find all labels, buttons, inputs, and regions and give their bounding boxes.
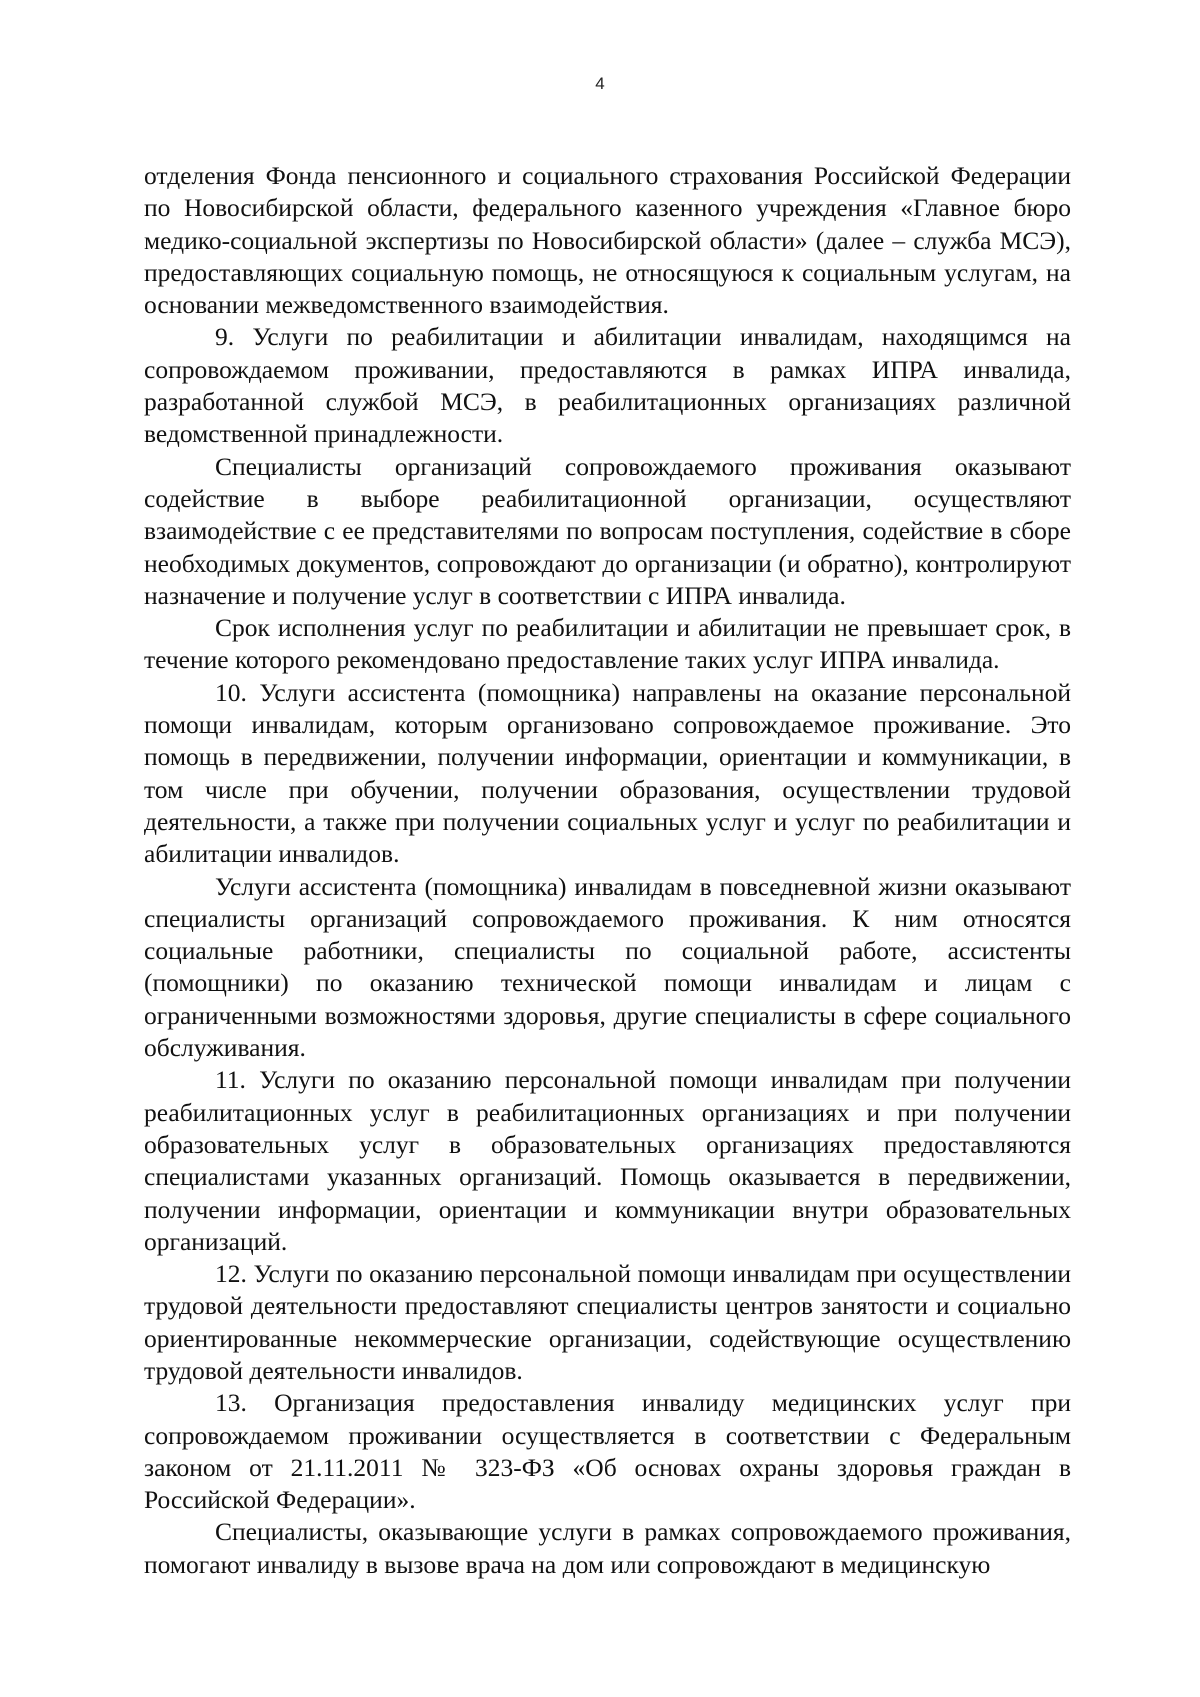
paragraph-item-10: 10. Услуги ассистента (помощника) направлены на оказание персональной помощи инвалидам, которым организовано сопровождаемое проживание. Это помощь в передвижении, получении информации, ориентации и коммуникации, в том числе при обучении, получении образования, осуществлении трудовой деятельности, а также при получении социальных услуг и услуг по реабилитации и абилитации инвалидов. <box>144 677 1071 869</box>
paragraph-assistant-services: Услуги ассистента (помощника) инвалидам в повседневной жизни оказывают специалисты организаций сопровождаемого проживания. К ним относятся социальные работники, специалисты по социальной работе, ассистенты (помощники) по оказанию технической помощи инвалидам и лицам с ограниченными возможностями здоровья, другие специалисты в сфере социального обслуживания. <box>144 871 1071 1063</box>
paragraph-service-term: Срок исполнения услуг по реабилитации и абилитации не превышает срок, в течение которого рекомендовано предоставление таких услуг ИПРА инвалида. <box>144 613 1071 675</box>
paragraph-item-11: 11. Услуги по оказанию персональной помощи инвалидам при получении реабилитационных услуг в реабилитационных организациях и при получении образовательных услуг в образовательных организациях предоставляются специалистами указанных организаций. Помощь оказывается в передвижении, получении информации, ориентации и коммуникации внутри образовательных организаций. <box>144 1065 1071 1256</box>
paragraph-continuation: отделения Фонда пенсионного и социального страхования Российской Федерации по Новосибирской области, федерального казенного учреждения «Главное бюро медико-социальной экспертизы по Новосибирской области» (далее – служба МСЭ), предоставляющих социальную помощь, не относящуюся к социальным услугам, на основании межведомственного взаимодействия. <box>144 161 1071 320</box>
paragraph-specialists-assistance: Специалисты организаций сопровождаемого проживания оказывают содействие в выборе реабилитационной организации, осуществляют взаимодействие с ее представителями по вопросам поступления, содействие в сборе необходимых документов, сопровождают до организации (и обратно), контролируют назначение и получение услуг в соответствии с ИПРА инвалида. <box>144 451 1071 610</box>
page-number: 4 <box>595 74 605 93</box>
paragraph-item-12: 12. Услуги по оказанию персональной помощи инвалидам при осуществлении трудовой деятельности предоставляют специалисты центров занятости и социально ориентированные некоммерческие организации, содействующие осуществлению трудовой деятельности инвалидов. <box>144 1259 1071 1385</box>
paragraph-item-13: 13. Организация предоставления инвалиду медицинских услуг при сопровождаемом проживании осуществляется в соответствии с Федеральным законом от 21.11.2011 № 323-ФЗ «Об основах охраны здоровья граждан в Российской Федерации». <box>144 1388 1071 1515</box>
paragraph-item-9: 9. Услуги по реабилитации и абилитации инвалидам, находящимся на сопровождаемом проживании, предоставляются в рамках ИПРА инвалида, разработанной службой МСЭ, в реабилитационных организациях различной ведомственной принадлежности. <box>144 322 1071 449</box>
paragraph-medical-assistance: Специалисты, оказывающие услуги в рамках сопровождаемого проживания, помогают инвалиду в вызове врача на дом или сопровождают в медицинскую <box>144 1517 1071 1579</box>
document-body <box>144 160 1071 1581</box>
